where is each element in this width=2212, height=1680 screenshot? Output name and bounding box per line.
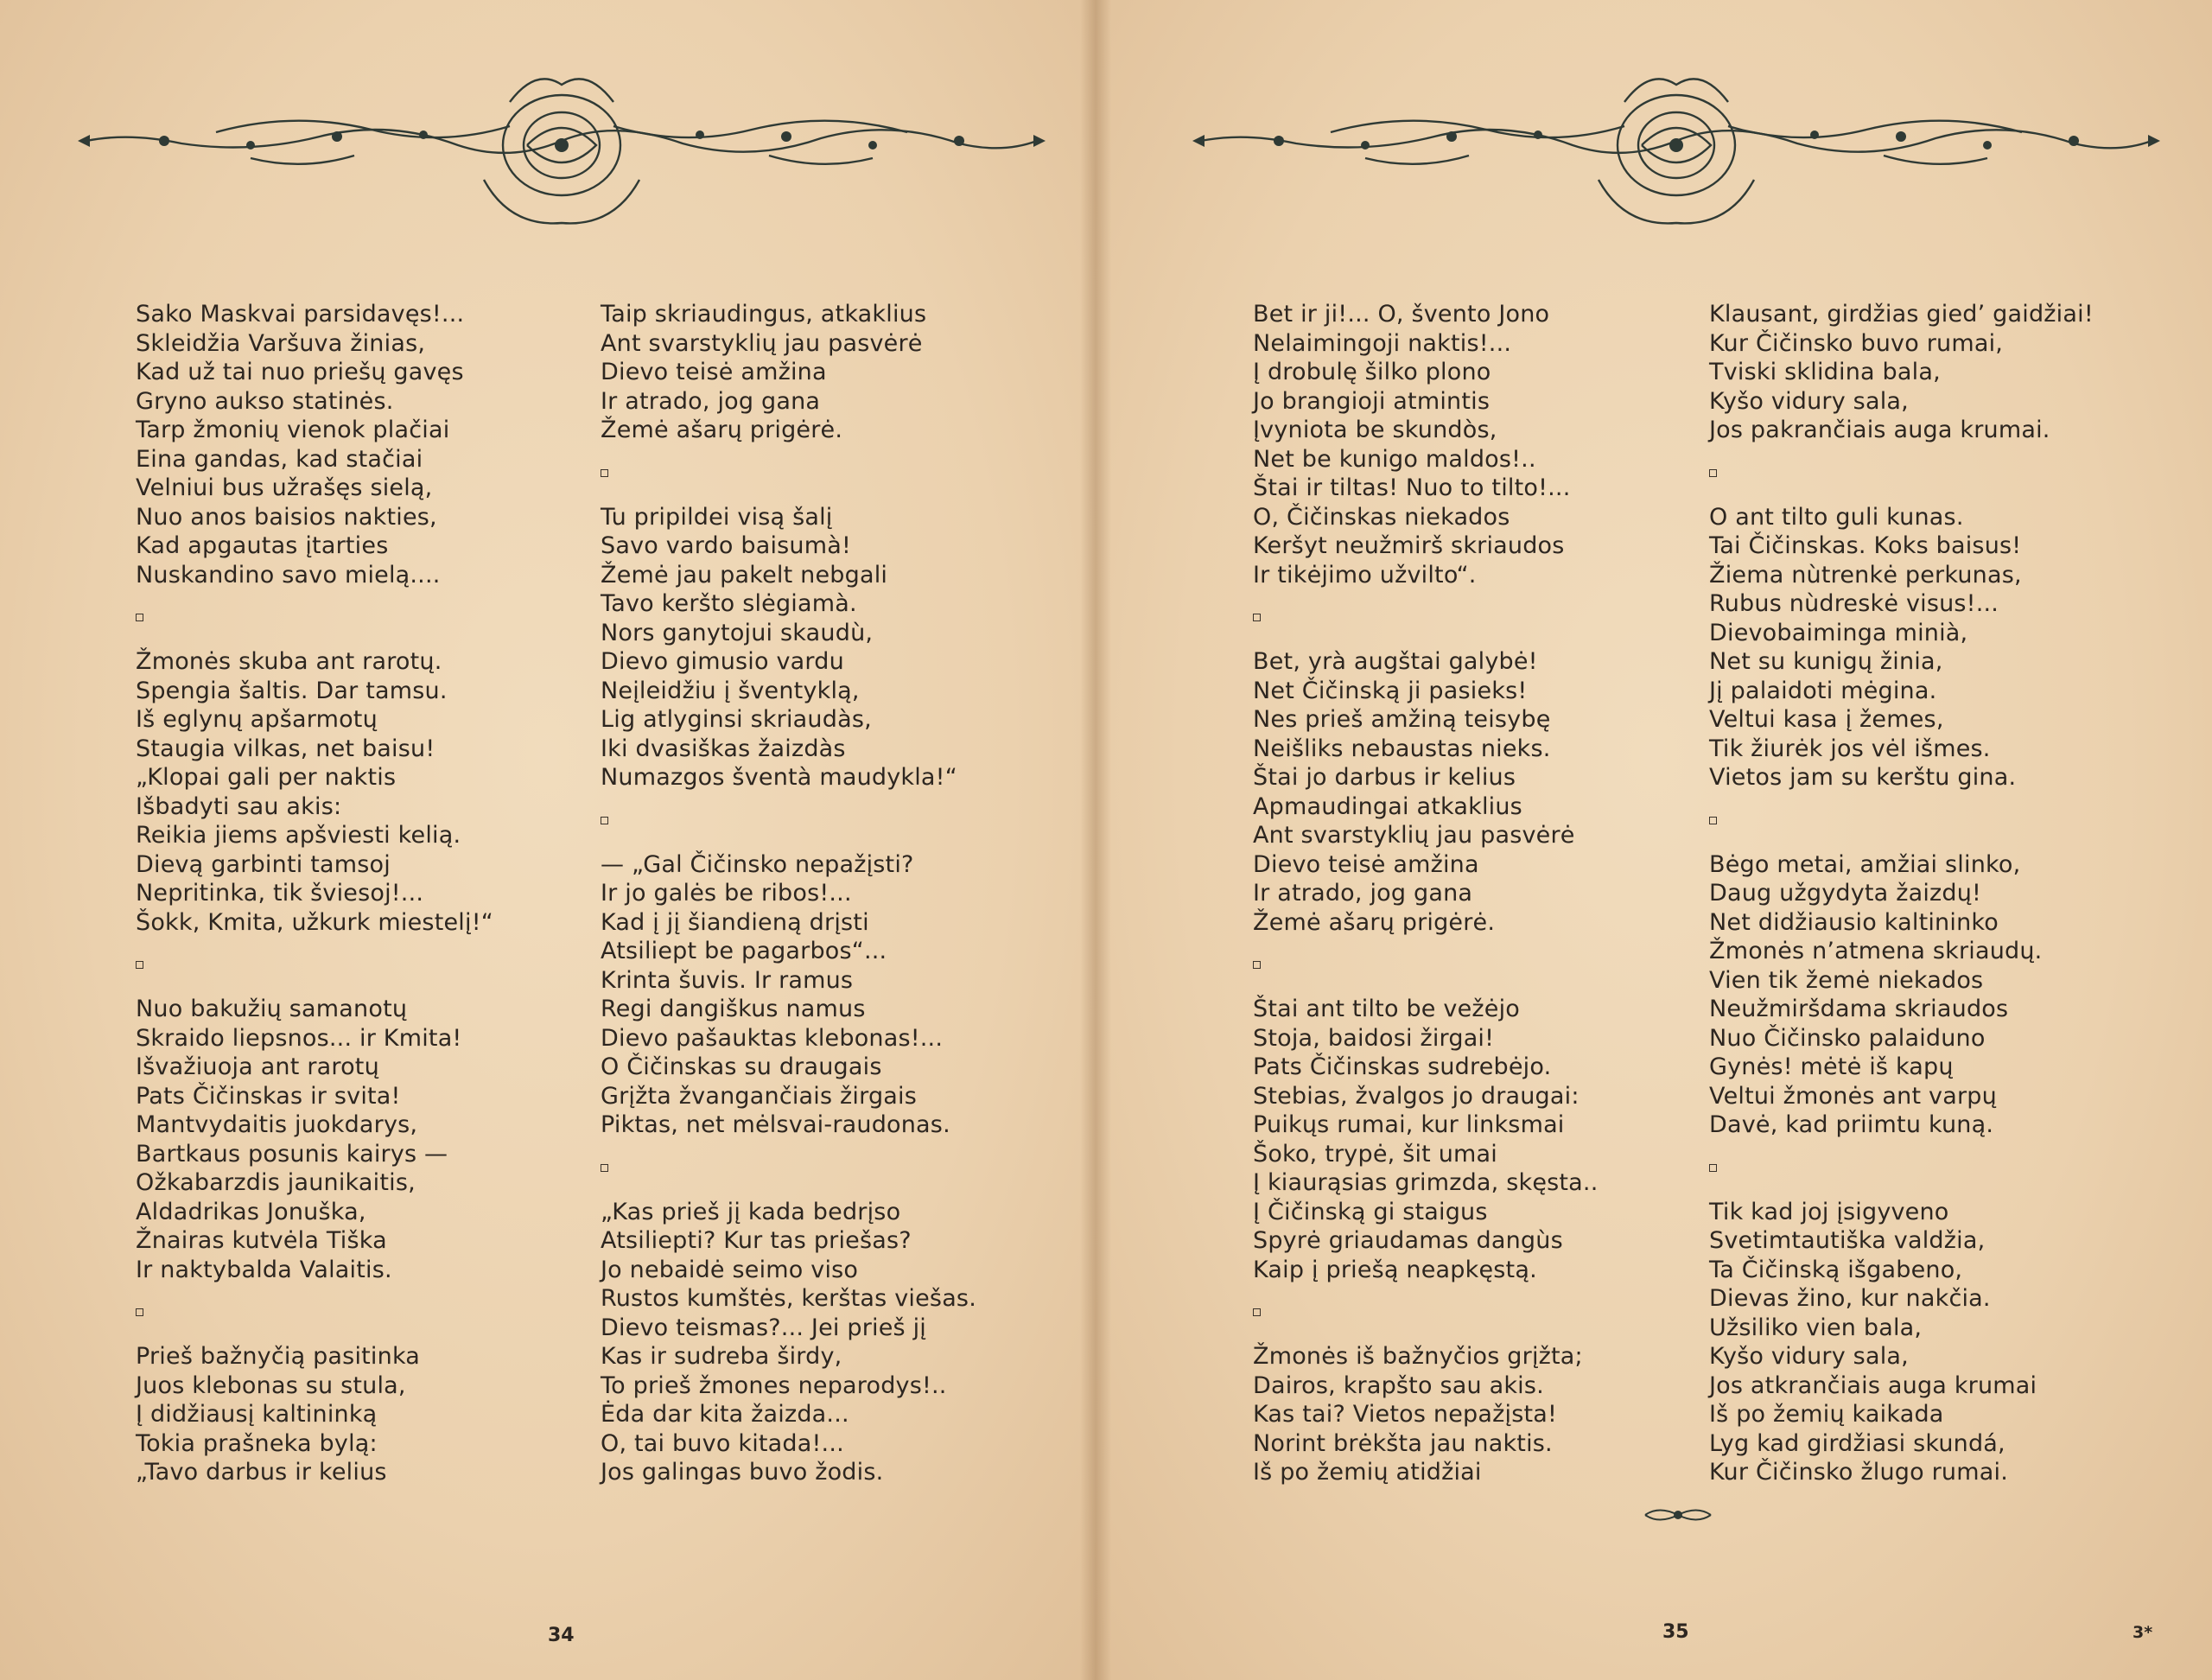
poem-line: O ant tilto guli kunas. <box>1709 503 1964 531</box>
poem-line: Žmonės skuba ant rarotų. <box>136 648 442 675</box>
poem-line: Ožkabarzdis jaunikaitis, <box>136 1169 416 1196</box>
poem-line: To prieš žmones neparodys!.. <box>601 1371 947 1399</box>
poem-line: Bet, yrà augštai galybė! <box>1253 648 1538 675</box>
poem-line: „Tavo darbus ir kelius <box>136 1459 387 1486</box>
poem-line: Numazgos šventà maudykla!“ <box>601 764 957 791</box>
poem-line: O, tai buvo kitada!... <box>601 1429 844 1457</box>
poem-line: Piktas, net mėlsvai-raudonas. <box>601 1111 950 1138</box>
poem-line: Neišliks nebaustas nieks. <box>1253 735 1551 762</box>
poem-line: Iš po žemių atidžiai <box>1253 1459 1482 1486</box>
poem-line: Neužmiršdama skriaudos <box>1709 996 2009 1022</box>
poem-line: Tu pripildei visą šalį <box>601 503 833 531</box>
left-page-column-1 <box>136 300 493 1487</box>
poem-line: Ta Čičinską išgabeno, <box>1709 1256 1963 1283</box>
poem-line: Nepritinka, tik šviesoj!... <box>136 880 424 907</box>
poem-line: Jį palaidoti mėgina. <box>1709 677 1937 704</box>
poem-line: Žnairas kutvėla Tiška <box>136 1227 387 1254</box>
poem-line: Vietos jam su kerštu gina. <box>1709 764 2017 791</box>
poem-line: Dievą garbinti tamsoj <box>136 850 391 878</box>
poem-line: Veltui žmonės ant varpų <box>1709 1082 1997 1110</box>
poem-line: Nes prieš amžiną teisybę <box>1253 706 1551 733</box>
poem-line: Kyšo vidury sala, <box>1709 1343 1909 1370</box>
poem-line: Velniui bus užrašęs sielą, <box>136 474 433 501</box>
poem-line: Gryno aukso statinės. <box>136 387 394 415</box>
poem-line: Tarp žmonių vienok plačiai <box>136 417 450 443</box>
poem-line: Ir tikėjimo užvilto“. <box>1253 561 1477 589</box>
poem-line: Kyšo vidury sala, <box>1709 387 1909 415</box>
stanza-separator <box>601 792 976 850</box>
poem-line: „Klopai gali per naktis <box>136 764 397 791</box>
poem-line: Spyrė griaudamas dangùs <box>1253 1227 1563 1254</box>
poem-line: Mantvydaitis juokdarys, <box>136 1111 418 1138</box>
poem-line: Tviski sklidina bala, <box>1709 359 1941 385</box>
poem-line: Atsiliepti? Kur tas priešas? <box>601 1227 912 1254</box>
poem-line: Nuo Čičinsko palaiduno <box>1709 1024 1986 1052</box>
poem-line: Ir atrado, jog gana <box>1253 880 1473 907</box>
signature-mark: 3* <box>2133 1623 2153 1642</box>
poem-line: Kas ir sudreba širdy, <box>601 1343 842 1370</box>
poem-line: Sako Maskvai parsidavęs!... <box>136 301 465 328</box>
poem-line: Klausant, girdžias gied’ gaidžiai! <box>1709 301 2094 328</box>
poem-line: Ėda dar kita žaizda... <box>601 1401 849 1428</box>
stanza-separator <box>136 589 493 647</box>
poem-line: Norint brėkšta jau naktis. <box>1253 1429 1553 1457</box>
poem-line: Eina gandas, kad stačiai <box>136 445 423 473</box>
end-ornament <box>1642 1502 1714 1528</box>
page-number-right: 35 <box>1662 1621 1689 1643</box>
poem-line: Kad apgautas įtarties <box>136 532 389 559</box>
stanza-separator <box>601 1140 976 1198</box>
poem-line: Šokk, Kmita, užkurk miestelį!“ <box>136 908 493 936</box>
poem-line: Žiema nùtrenkė perkunas, <box>1709 561 2022 589</box>
poem-line: Tai Čičinskas. Koks baisus! <box>1709 532 2022 559</box>
stanza-separator <box>1709 445 2094 503</box>
poem-line: Krinta šuvis. Ir ramus <box>601 966 854 994</box>
poem-line: Ant svarstyklių jau pasvėrė <box>1253 822 1575 849</box>
poem-line: Lyg kad girdžiasi skundá, <box>1709 1429 2005 1457</box>
poem-line: Štai jo darbus ir kelius <box>1253 764 1516 791</box>
poem-line: Įvyniota be skundòs, <box>1253 417 1497 443</box>
poem-line: Štai ir tiltas! Nuo to tilto!... <box>1253 474 1571 501</box>
poem-line: Nelaimingoji naktis!... <box>1253 329 1512 357</box>
poem-line: Ir atrado, jog gana <box>601 387 821 415</box>
poem-line: Juos klebonas su stula, <box>136 1371 406 1399</box>
poem-line: Pats Čičinskas sudrebėjo. <box>1253 1053 1552 1080</box>
poem-line: Neįleidžiu į šventyklą, <box>601 677 860 704</box>
poem-line: Kas tai? Vietos nepažįsta! <box>1253 1401 1558 1428</box>
poem-line: O Čičinskas su draugais <box>601 1053 882 1080</box>
poem-line: Iš eglynų apšarmotų <box>136 706 378 733</box>
poem-line: Šoko, trypė, šit umai <box>1253 1140 1497 1168</box>
poem-line: Užsiliko vien bala, <box>1709 1314 1923 1341</box>
stanza-separator <box>1253 1284 1599 1342</box>
poem-line: Savo vardo baisumà! <box>601 532 851 559</box>
poem-line: Tik kad joj įsigyveno <box>1709 1198 1949 1225</box>
poem-line: Dievo teisė amžina <box>601 359 827 385</box>
poem-line: Žmonės iš bažnyčios grįžta; <box>1253 1343 1583 1370</box>
poem-line: Davė, kad priimtu kuną. <box>1709 1111 1994 1138</box>
poem-line: Rubus nùdreskė visus!... <box>1709 590 1999 617</box>
poem-line: Dievo pašauktas klebonas!... <box>601 1024 944 1052</box>
poem-line: „Kas prieš jį kada bedrįso <box>601 1198 901 1225</box>
left-page-column-2 <box>601 300 976 1487</box>
stanza-separator <box>601 445 976 503</box>
poem-line: Jo nebaidė seimo viso <box>601 1256 859 1283</box>
poem-line: Dievobaiminga minià, <box>1709 619 1968 646</box>
page-number-left: 34 <box>548 1625 575 1646</box>
poem-line: Nuo anos baisios nakties, <box>136 503 437 531</box>
poem-line: Aldadrikas Jonuška, <box>136 1198 366 1225</box>
poem-line: Žemė jau pakelt nebgali <box>601 561 888 589</box>
poem-line: Daug užgydyta žaizdų! <box>1709 880 1982 907</box>
poem-line: Puikųs rumai, kur linksmai <box>1253 1111 1565 1138</box>
poem-line: Rustos kumštės, kerštas viešas. <box>601 1285 976 1312</box>
poem-line: Ant svarstyklių jau pasvėrė <box>601 329 923 357</box>
right-page-column-2 <box>1709 300 2094 1487</box>
stanza-separator <box>1709 1140 2094 1198</box>
poem-line: Kur Čičinsko buvo rumai, <box>1709 329 2004 357</box>
poem-line: Veltui kasa į žemes, <box>1709 706 1944 733</box>
poem-line: Vien tik žemė niekados <box>1709 966 1984 994</box>
poem-line: Bėgo metai, amžiai slinko, <box>1709 850 2021 878</box>
poem-line: Kur Čičinsko žlugo rumai. <box>1709 1459 2008 1486</box>
header-ornament-left <box>78 50 1046 227</box>
poem-line: Tokia prašneka bylą: <box>136 1429 378 1457</box>
poem-line: Nuskandino savo mielą.... <box>136 561 441 589</box>
poem-line: Kaip į priešą neapkęstą. <box>1253 1256 1537 1283</box>
poem-line: Štai ant tilto be vežėjo <box>1253 996 1520 1022</box>
poem-line: Nors ganytojui skaudù, <box>601 619 874 646</box>
poem-line: Išbadyti sau akis: <box>136 792 342 820</box>
poem-line: Lig atlyginsi skriaudàs, <box>601 706 872 733</box>
poem-line: Skleidžia Varšuva žinias, <box>136 329 426 357</box>
poem-line: Skraido liepsnos... ir Kmita! <box>136 1024 462 1052</box>
poem-line: Dievo teisė amžina <box>1253 850 1479 878</box>
book-gutter <box>1080 0 1111 1680</box>
poem-line: Dievo teismas?... Jei prieš jį <box>601 1314 926 1341</box>
poem-line: Pats Čičinskas ir svita! <box>136 1082 401 1110</box>
poem-line: Dievas žino, kur nakčia. <box>1709 1285 1991 1312</box>
poem-line: Ir naktybalda Valaitis. <box>136 1256 392 1283</box>
poem-line: Į kiaurąsias grimzda, skęsta.. <box>1253 1169 1599 1196</box>
poem-line: Atsiliept be pagarbos“... <box>601 938 887 964</box>
poem-line: Net Čičinską ji pasieks! <box>1253 677 1528 704</box>
poem-line: Žemė ašarų prigėrė. <box>601 417 843 443</box>
poem-line: Gynės! mėtė iš kapų <box>1709 1053 1954 1080</box>
poem-line: Jos galingas buvo žodis. <box>601 1459 884 1486</box>
stanza-separator <box>136 937 493 995</box>
stanza-separator <box>1253 589 1599 647</box>
poem-line: Dievo gimusio vardu <box>601 648 844 675</box>
header-ornament-right <box>1192 50 2160 227</box>
poem-line: Regi dangiškus namus <box>601 996 866 1022</box>
poem-line: Žmonės n’atmena skriaudų. <box>1709 938 2043 964</box>
poem-line: Iš po žemių kaikada <box>1709 1401 1944 1428</box>
poem-line: Net su kunigų žinia, <box>1709 648 1943 675</box>
poem-line: Kad į jį šiandieną drįsti <box>601 908 869 936</box>
poem-line: Taip skriaudingus, atkaklius <box>601 301 927 328</box>
poem-line: Net didžiausio kaltininko <box>1709 908 1999 936</box>
poem-line: Jos pakrančiais auga krumai. <box>1709 417 2050 443</box>
poem-line: Reikia jiems apšviesti kelią. <box>136 822 461 849</box>
poem-line: Net be kunigo maldos!.. <box>1253 445 1536 473</box>
poem-line: Nuo bakužių samanotų <box>136 996 408 1022</box>
poem-line: Į Čičinską gi staigus <box>1253 1198 1488 1225</box>
poem-line: — „Gal Čičinsko nepažįsti? <box>601 850 914 878</box>
stanza-separator <box>136 1284 493 1342</box>
stanza-separator <box>1253 937 1599 995</box>
poem-line: Keršyt neužmirš skriaudos <box>1253 532 1565 559</box>
poem-line: Prieš bažnyčią pasitinka <box>136 1343 421 1370</box>
poem-line: Iki dvasiškas žaizdàs <box>601 735 846 762</box>
poem-line: O, Čičinskas niekados <box>1253 503 1510 531</box>
poem-line: Ir jo galės be ribos!... <box>601 880 852 907</box>
right-page-column-1 <box>1253 300 1599 1487</box>
poem-line: Kad už tai nuo priešų gavęs <box>136 359 464 385</box>
poem-line: Į didžiausį kaltininką <box>136 1401 378 1428</box>
poem-line: Išvažiuoja ant rarotų <box>136 1053 379 1080</box>
stanza-separator <box>1709 792 2094 850</box>
poem-line: Spengia šaltis. Dar tamsu. <box>136 677 448 704</box>
poem-line: Bartkaus posunis kairys — <box>136 1140 448 1168</box>
poem-line: Jos atkrančiais auga krumai <box>1709 1371 2037 1399</box>
poem-line: Stebias, žvalgos jo draugai: <box>1253 1082 1580 1110</box>
poem-line: Bet ir ji!... O, švento Jono <box>1253 301 1550 328</box>
poem-line: Tavo keršto slėgiamà. <box>601 590 857 617</box>
poem-line: Į drobulę šilko plono <box>1253 359 1491 385</box>
poem-line: Staugia vilkas, net baisu! <box>136 735 435 762</box>
poem-line: Grįžta žvangančiais žirgais <box>601 1082 918 1110</box>
poem-line: Svetimtautiška valdžia, <box>1709 1227 1986 1254</box>
poem-line: Žemė ašarų prigėrė. <box>1253 908 1496 936</box>
poem-line: Dairos, krapšto sau akis. <box>1253 1371 1544 1399</box>
poem-line: Jo brangioji atmintis <box>1253 387 1491 415</box>
poem-line: Apmaudingai atkaklius <box>1253 792 1522 820</box>
poem-line: Tik žiurėk jos vėl išmes. <box>1709 735 1991 762</box>
poem-line: Stoja, baidosi žirgai! <box>1253 1024 1495 1052</box>
